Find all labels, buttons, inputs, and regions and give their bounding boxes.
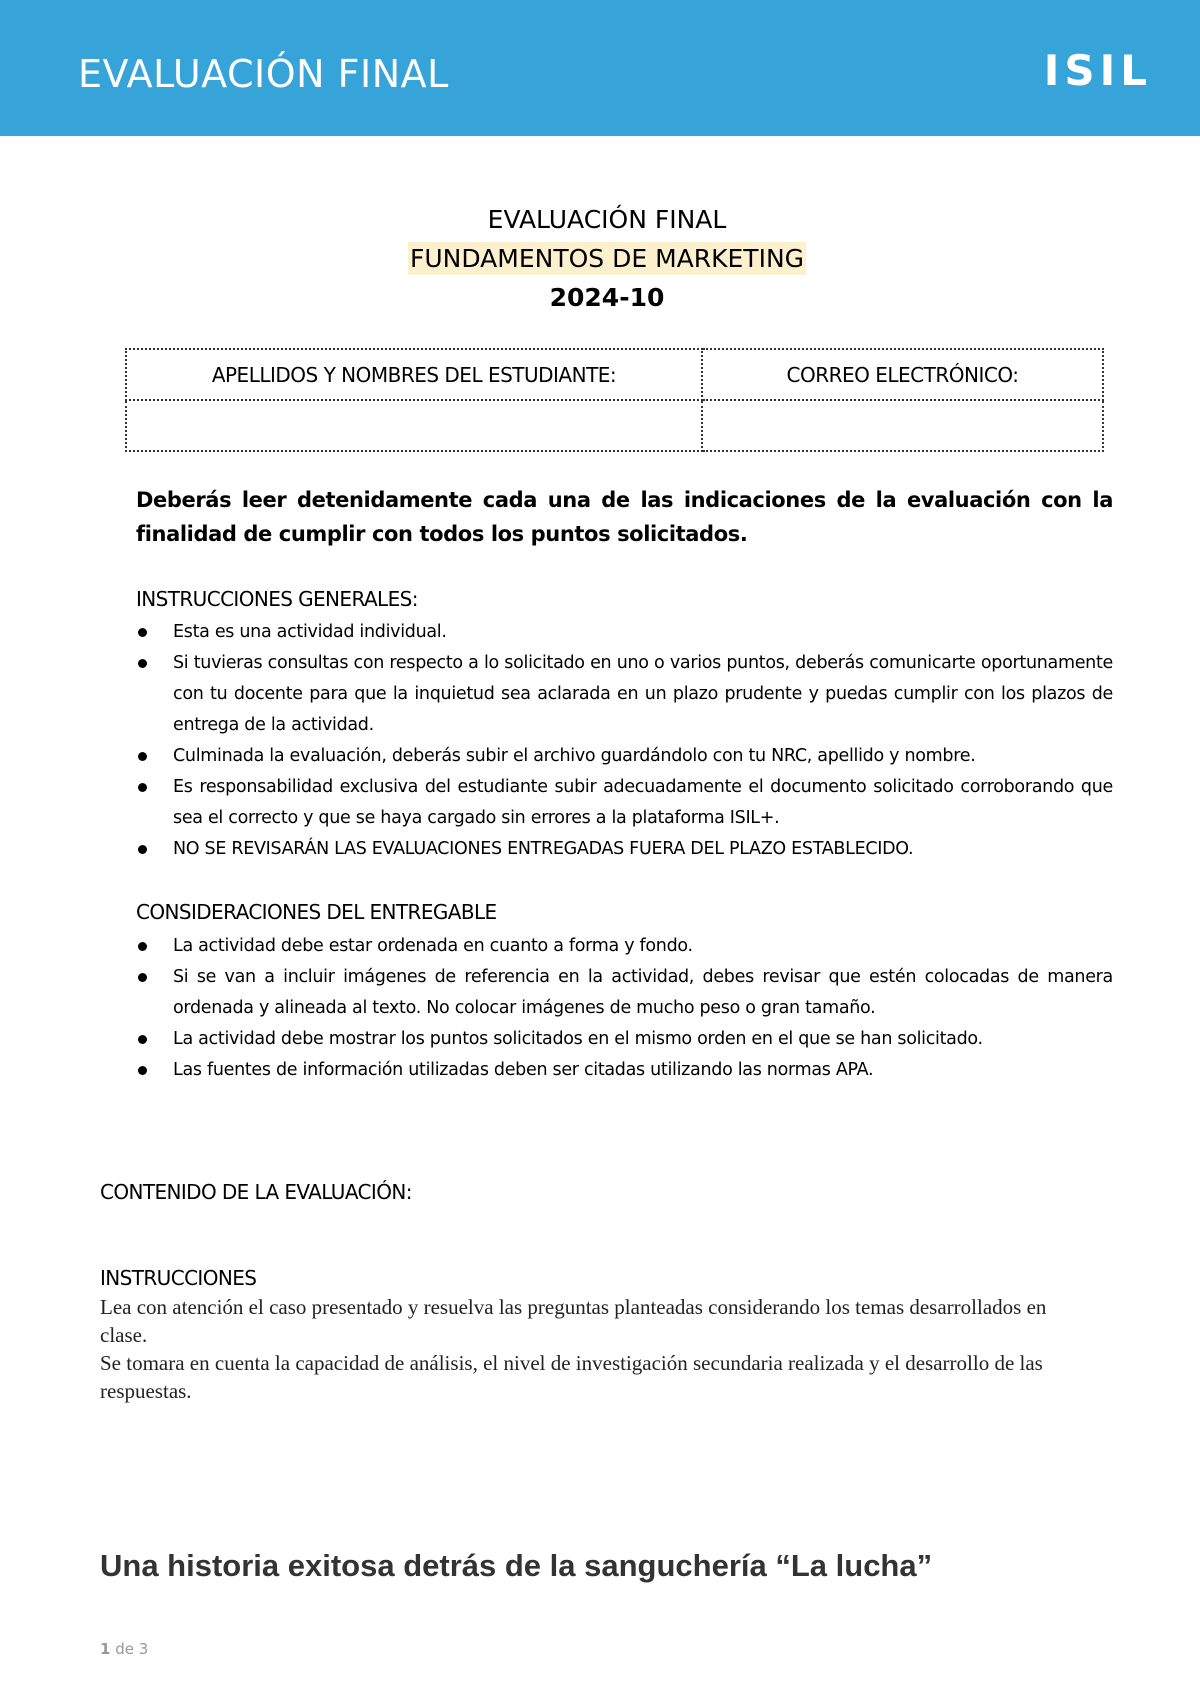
- document-title-block: [0, 200, 1200, 317]
- list-item: Es responsabilidad exclusiva del estudiante subir adecuadamente el documento solicitado corroborando que sea el correcto y que se haya cargado sin errores a la plataforma ISIL+.: [136, 772, 1113, 834]
- student-info-table: [125, 348, 1104, 452]
- instructions-heading: INSTRUCCIONES: [100, 1266, 257, 1290]
- list-item: Esta es una actividad individual.: [136, 617, 1113, 648]
- deliverable-heading: CONSIDERACIONES DEL ENTREGABLE: [136, 900, 497, 924]
- bullet-icon: [138, 783, 147, 792]
- page-header: [0, 0, 1200, 136]
- list-item: Si tuvieras consultas con respecto a lo solicitado en uno o varios puntos, deberás comunicarte oportunamente con tu docente para que la inquietud sea aclarada en un plazo prudente y puedas cumplir con los plazos de entrega de la actividad.: [136, 648, 1113, 741]
- list-item: Si se van a incluir imágenes de referencia en la actividad, debes revisar que estén colocadas de manera ordenada y alineada al texto. No colocar imágenes de mucho peso o gran tamaño.: [136, 962, 1113, 1024]
- header-title: EVALUACIÓN FINAL: [78, 52, 449, 96]
- bullet-icon: [138, 1066, 147, 1075]
- content-heading: CONTENIDO DE LA EVALUACIÓN:: [100, 1180, 412, 1204]
- isil-logo: ISIL: [1043, 46, 1152, 95]
- case-title: Una historia exitosa detrás de la sanguchería “La lucha”: [100, 1548, 933, 1583]
- bullet-icon: [138, 659, 147, 668]
- instructions-paragraph: Se tomara en cuenta la capacidad de análisis, el nivel de investigación secundaria realizada y el desarrollo de las respuestas.: [100, 1351, 1043, 1403]
- student-name-header: APELLIDOS Y NOMBRES DEL ESTUDIANTE:: [126, 349, 702, 400]
- general-instructions-list: [136, 617, 1113, 865]
- page-current: 1: [100, 1640, 111, 1658]
- list-item: La actividad debe estar ordenada en cuanto a forma y fondo.: [136, 931, 1113, 962]
- title-line-3: 2024-10: [549, 283, 665, 312]
- bullet-icon: [138, 752, 147, 761]
- bullet-icon: [138, 1035, 147, 1044]
- instructions-body: [100, 1293, 1060, 1405]
- page-number: [100, 1640, 148, 1658]
- page-separator: de: [115, 1640, 134, 1658]
- course-name: FUNDAMENTOS DE MARKETING: [409, 244, 805, 273]
- list-item: La actividad debe mostrar los puntos solicitados en el mismo orden en el que se han solicitado.: [136, 1024, 1113, 1055]
- email-field[interactable]: [702, 400, 1103, 451]
- email-header: CORREO ELECTRÓNICO:: [702, 349, 1103, 400]
- list-item: NO SE REVISARÁN LAS EVALUACIONES ENTREGADAS FUERA DEL PLAZO ESTABLECIDO.: [136, 834, 1113, 865]
- title-line-1: EVALUACIÓN FINAL: [487, 205, 727, 234]
- bullet-icon: [138, 973, 147, 982]
- bullet-icon: [138, 942, 147, 951]
- deliverable-list: [136, 931, 1113, 1086]
- list-item: Las fuentes de información utilizadas deben ser citadas utilizando las normas APA.: [136, 1055, 1113, 1086]
- student-name-field[interactable]: [126, 400, 702, 451]
- list-item: Culminada la evaluación, deberás subir el archivo guardándolo con tu NRC, apellido y nombre.: [136, 741, 1113, 772]
- title-line-2: [0, 239, 1200, 278]
- bullet-icon: [138, 845, 147, 854]
- page-total: 3: [138, 1640, 149, 1658]
- general-instructions-heading: INSTRUCCIONES GENERALES:: [136, 587, 418, 611]
- bullet-icon: [138, 628, 147, 637]
- instructions-paragraph: Lea con atención el caso presentado y resuelva las preguntas planteadas considerando los temas desarrollados en clase.: [100, 1295, 1047, 1347]
- intro-text: Deberás leer detenidamente cada una de las indicaciones de la evaluación con la finalidad de cumplir con todos los puntos solicitados.: [136, 488, 1113, 546]
